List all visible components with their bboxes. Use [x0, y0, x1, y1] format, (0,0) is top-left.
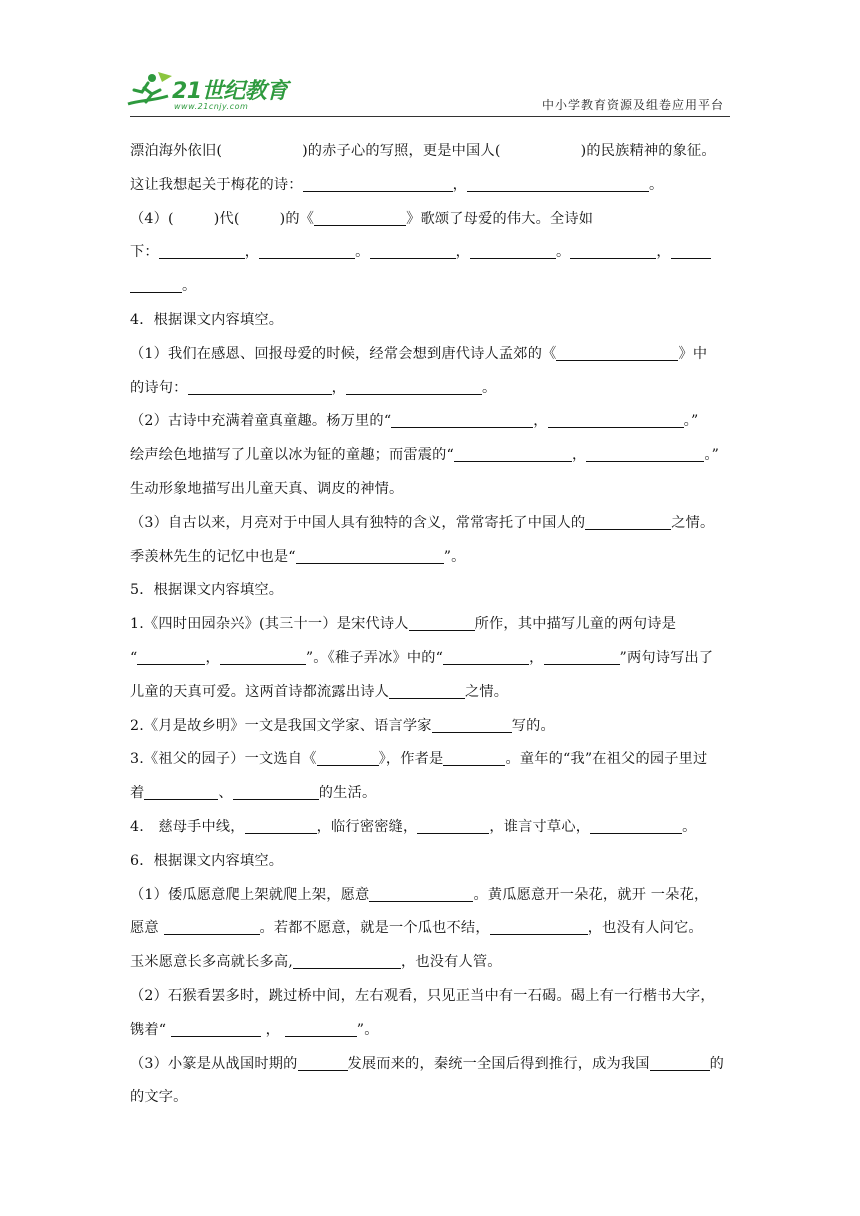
- text-line: [130, 912, 730, 946]
- text-line: [130, 608, 730, 642]
- answer-blank[interactable]: [391, 426, 533, 428]
- line-text: ，也没有人问它。: [587, 920, 703, 937]
- line-text: 。: [182, 278, 197, 295]
- answer-blank[interactable]: [370, 257, 456, 259]
- line-text: ，: [244, 244, 260, 261]
- line-text: 生动形象地描写出儿童天真、调皮的神情。: [130, 480, 404, 497]
- line-text: 4. 慈母手中线，: [130, 818, 245, 835]
- logo: [122, 70, 292, 118]
- line-text: 玉米愿意长多高就长多高,: [130, 954, 293, 971]
- line-text: 。黄瓜愿意开一朵花，就开 一朵花，: [473, 886, 709, 903]
- line-text: 4．根据课文内容填空。: [130, 311, 284, 328]
- line-text: ”两句诗写出了: [619, 649, 714, 666]
- answer-blank[interactable]: [303, 190, 453, 192]
- line-text: ”。: [356, 1021, 379, 1038]
- answer-blank[interactable]: [585, 528, 671, 530]
- line-text: 》歌颂了母爱的伟大。全诗如: [406, 210, 594, 227]
- line-text: （4）(: [130, 210, 174, 227]
- line-text: 着: [130, 785, 145, 802]
- line-text: （2）古诗中充满着童真童趣。杨万里的“: [130, 413, 392, 430]
- line-text: 3.《祖父的园子）一文选自《: [130, 751, 317, 768]
- line-text: 这让我想起关于梅花的诗：: [130, 176, 303, 193]
- answer-blank[interactable]: [556, 359, 678, 361]
- line-text: 。: [555, 244, 571, 261]
- platform-name: 中小学教育资源及组卷应用平台: [541, 98, 724, 112]
- answer-blank[interactable]: [671, 257, 711, 259]
- line-text: 1.《四时田园杂兴》(其三十一）是宋代诗人: [130, 616, 409, 633]
- line-text: ，: [260, 1021, 285, 1038]
- line-text: 写的。: [511, 717, 555, 734]
- line-text: )的《: [279, 210, 315, 227]
- text-line: [130, 405, 730, 439]
- line-text: （1）我们在感恩、回报母爱的时候，经常会想到唐代诗人孟郊的《: [130, 345, 557, 362]
- text-line: [130, 372, 730, 406]
- text-line: [130, 338, 730, 372]
- text-line: [130, 203, 730, 237]
- line-text: 下：: [130, 244, 159, 261]
- line-text: 5．根据课文内容填空。: [130, 582, 284, 599]
- line-text: )的赤子心的写照，更是中国人(: [302, 143, 501, 159]
- text-line: [130, 135, 730, 169]
- line-text: 。: [682, 818, 697, 835]
- line-text: 的: [709, 1055, 725, 1072]
- answer-blank[interactable]: [443, 663, 529, 665]
- line-text: ，: [533, 413, 548, 430]
- text-line: [130, 169, 730, 203]
- answer-blank[interactable]: [369, 900, 473, 902]
- document-body: [130, 135, 730, 1115]
- answer-blank[interactable]: [285, 1035, 357, 1037]
- line-text: 绘声绘色地描写了儿童以冰为钲的童趣；而雷震的“: [130, 447, 454, 464]
- line-text: ，: [331, 379, 346, 396]
- line-text: ，: [656, 244, 671, 261]
- line-text: 愿意: [130, 920, 164, 937]
- answer-blank[interactable]: [548, 426, 684, 428]
- line-text: 、: [218, 785, 233, 802]
- text-line: [130, 642, 730, 676]
- line-text: 所作，其中描写儿童的两句诗是: [474, 616, 677, 633]
- line-text: 2.《月是故乡明》一文是我国文学家、语言学家: [130, 717, 432, 734]
- text-line: [130, 676, 730, 710]
- line-text: （2）石猴看罢多时，跳过桥中间，左右观看，只见正当中有一石碣。碣上有一行楷书大字，: [130, 987, 715, 1004]
- line-text: 。: [355, 244, 370, 261]
- line-text: 。: [649, 176, 664, 193]
- line-text: ，谁言寸草心，: [489, 818, 591, 835]
- text-line: [130, 574, 730, 608]
- answer-blank[interactable]: [467, 190, 649, 192]
- answer-blank[interactable]: [389, 697, 465, 699]
- line-text: 。若都不愿意，就是一个瓜也不结，: [259, 920, 490, 937]
- answer-blank[interactable]: [590, 832, 682, 834]
- answer-blank[interactable]: [317, 764, 379, 766]
- answer-blank[interactable]: [296, 562, 444, 564]
- line-text: 镌着“: [130, 1021, 171, 1038]
- text-line: [130, 743, 730, 777]
- answer-blank[interactable]: [570, 257, 656, 259]
- line-text: ，: [205, 649, 220, 666]
- line-text: 季羡林先生的记忆中也是“: [130, 548, 296, 565]
- answer-blank[interactable]: [259, 257, 355, 259]
- header-divider: [130, 116, 730, 117]
- page-header: [0, 0, 860, 125]
- line-text: ，: [452, 176, 468, 193]
- text-line: [130, 811, 730, 845]
- line-text: 的生活。: [318, 785, 377, 802]
- answer-blank[interactable]: [245, 832, 317, 834]
- line-text: 漂泊海外依旧(: [130, 143, 223, 159]
- logo-url: www.21cnjy.com: [174, 102, 249, 111]
- answer-blank[interactable]: [298, 1069, 348, 1071]
- text-line: [130, 1014, 730, 1048]
- answer-blank[interactable]: [470, 257, 556, 259]
- answer-blank[interactable]: [314, 224, 406, 226]
- runner-icon: [122, 70, 178, 114]
- text-line: [130, 946, 730, 980]
- line-text: )代(: [213, 210, 240, 227]
- text-line: [130, 710, 730, 744]
- line-text: （3）自古以来，月亮对于中国人具有独特的含义，常常寄托了中国人的: [130, 514, 586, 531]
- line-text: 的诗句：: [130, 379, 188, 396]
- text-line: [130, 845, 730, 879]
- line-text: （1）倭瓜愿意爬上架就爬上架，愿意: [130, 886, 370, 903]
- answer-blank[interactable]: [164, 933, 260, 935]
- line-text: （3）小篆是从战国时期的: [130, 1055, 298, 1072]
- text-line: [130, 473, 730, 507]
- text-line: [130, 507, 730, 541]
- text-line: [130, 270, 730, 304]
- text-line: [130, 1048, 730, 1082]
- answer-blank[interactable]: [171, 1035, 261, 1037]
- text-line: [130, 236, 730, 270]
- line-text: 6．根据课文内容填空。: [130, 852, 284, 869]
- answer-blank[interactable]: [188, 393, 332, 395]
- answer-blank[interactable]: [417, 832, 489, 834]
- text-line: [130, 304, 730, 338]
- answer-blank[interactable]: [144, 798, 218, 800]
- answer-blank[interactable]: [432, 731, 512, 733]
- logo-text: 21世纪教育: [172, 79, 288, 104]
- answer-blank[interactable]: [650, 1069, 710, 1071]
- answer-blank[interactable]: [409, 629, 475, 631]
- text-line: [130, 777, 730, 811]
- line-text: 》中: [678, 345, 708, 362]
- answer-blank[interactable]: [130, 291, 182, 293]
- text-line: [130, 980, 730, 1014]
- answer-blank[interactable]: [346, 393, 482, 395]
- line-text: 的文字。: [130, 1089, 188, 1106]
- line-text: ，临行密密缝，: [316, 818, 418, 835]
- answer-blank[interactable]: [293, 967, 401, 969]
- line-text: 之情。: [671, 514, 715, 531]
- line-text: 。童年的“我”在祖父的园子里过: [505, 751, 708, 768]
- line-text: 之情。: [464, 683, 509, 700]
- line-text: ，: [529, 649, 544, 666]
- answer-blank[interactable]: [233, 798, 319, 800]
- line-text: ”。: [443, 548, 466, 565]
- answer-blank[interactable]: [586, 460, 704, 462]
- answer-blank[interactable]: [454, 460, 572, 462]
- text-line: [130, 541, 730, 575]
- answer-blank[interactable]: [443, 764, 505, 766]
- line-text: 》，作者是: [378, 751, 444, 768]
- line-text: 。”: [704, 447, 720, 464]
- answer-blank[interactable]: [137, 663, 205, 665]
- line-text: 。”: [683, 413, 699, 430]
- line-text: ，也没有人管。: [400, 954, 502, 971]
- line-text: ”。《稚子弄冰》中的“: [305, 649, 444, 666]
- line-text: 发展而来的，秦统一全国后得到推行，成为我国: [347, 1055, 650, 1072]
- line-text: )的民族精神的象征。: [580, 143, 716, 159]
- line-text: 儿童的天真可爱。这两首诗都流露出诗人: [130, 683, 389, 700]
- answer-blank[interactable]: [220, 663, 306, 665]
- line-text: ，: [571, 447, 587, 464]
- line-text: ，: [455, 244, 470, 261]
- answer-blank[interactable]: [544, 663, 620, 665]
- text-line: [130, 1081, 730, 1115]
- line-text: “: [130, 649, 138, 666]
- answer-blank[interactable]: [490, 933, 588, 935]
- answer-blank[interactable]: [159, 257, 245, 259]
- line-text: 。: [481, 379, 497, 396]
- text-line: [130, 439, 730, 473]
- text-line: [130, 879, 730, 913]
